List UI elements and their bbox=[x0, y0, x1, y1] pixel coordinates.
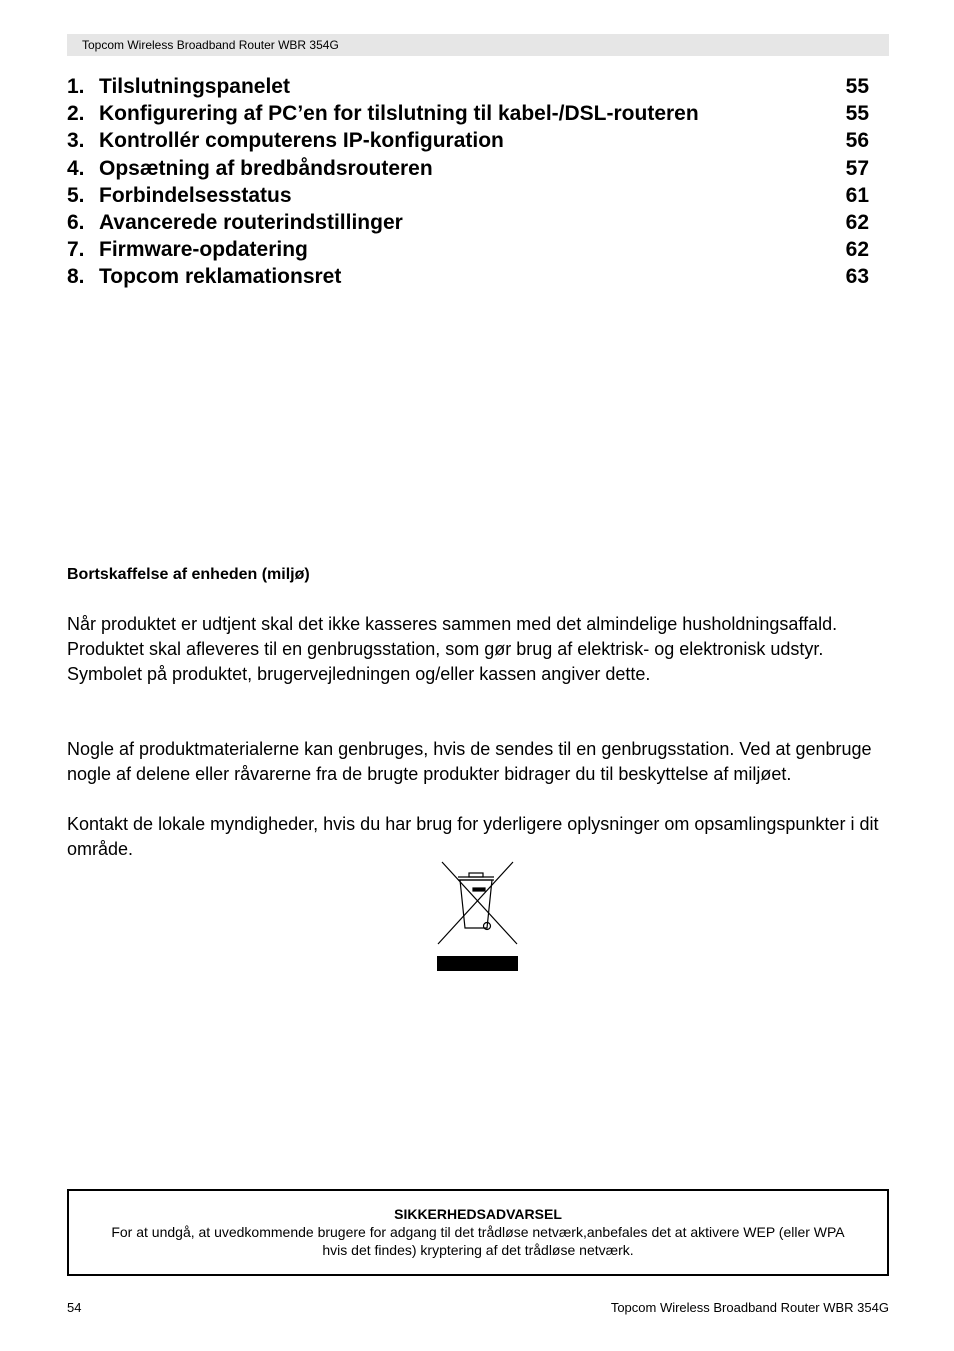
toc-page: 62 bbox=[845, 210, 869, 234]
toc-title: Opsætning af bredbåndsrouteren bbox=[99, 156, 433, 180]
toc-page: 55 bbox=[845, 75, 869, 98]
toc-title: Avancerede routerindstillinger bbox=[99, 210, 403, 234]
toc-item[interactable] bbox=[67, 100, 869, 127]
toc-number: 6. bbox=[67, 210, 85, 234]
toc-page: 57 bbox=[845, 156, 869, 180]
toc-title: Konfigurering af PC’en for tilslutning til kabel-/DSL-routeren bbox=[99, 102, 699, 126]
warning-title: SIKKERHEDSADVARSEL bbox=[394, 1206, 562, 1222]
toc-number: 1. bbox=[67, 75, 85, 98]
weee-crossed-bin-icon bbox=[436, 860, 519, 972]
disposal-heading: Bortskaffelse af enheden (miljø) bbox=[67, 566, 310, 583]
toc-number: 2. bbox=[67, 102, 85, 126]
toc-item[interactable] bbox=[67, 127, 869, 154]
disposal-paragraph: Kontakt de lokale myndigheder, hvis du har brug for yderligere oplysninger om opsamlingspunkter i dit område. bbox=[67, 814, 879, 859]
warning-text: For at undgå, at uvedkommende brugere for adgang til det trådløse netværk,anbefales det at aktivere WEP (eller WPA hvis det findes) kryptering af det trådløse netværk. bbox=[111, 1224, 845, 1258]
toc-number: 5. bbox=[67, 183, 85, 207]
toc-title: Kontrollér computerens IP-konfiguration bbox=[99, 129, 504, 153]
page-header bbox=[67, 34, 889, 56]
header-title: Topcom Wireless Broadband Router WBR 354G bbox=[82, 38, 339, 52]
disposal-paragraph: Når produktet er udtjent skal det ikke kasseres sammen med det almindelige husholdningsaffald. Produktet skal afleveres til en genbrugsstation, som gør brug af elektrisk- og elektronisk udstyr. Symbolet på produktet, brugervejledningen og/eller kassen angiver dette. bbox=[67, 614, 838, 684]
toc-page: 63 bbox=[845, 265, 869, 289]
toc-number: 4. bbox=[67, 156, 85, 180]
footer-title: Topcom Wireless Broadband Router WBR 354G bbox=[610, 1300, 889, 1315]
toc-item[interactable] bbox=[67, 236, 869, 263]
toc-page: 62 bbox=[845, 238, 869, 262]
toc-item[interactable] bbox=[67, 263, 869, 290]
toc-number: 3. bbox=[67, 129, 85, 153]
toc-item[interactable] bbox=[67, 209, 869, 236]
toc-item[interactable] bbox=[67, 73, 869, 100]
toc-number: 8. bbox=[67, 265, 85, 289]
toc-page: 61 bbox=[845, 183, 869, 207]
toc-title: Firmware-opdatering bbox=[99, 238, 308, 262]
toc-title: Forbindelsesstatus bbox=[99, 183, 292, 207]
toc-item[interactable] bbox=[67, 155, 869, 182]
toc-item[interactable] bbox=[67, 182, 869, 209]
safety-warning-box bbox=[67, 1189, 889, 1276]
table-of-contents bbox=[67, 73, 869, 291]
toc-number: 7. bbox=[67, 238, 85, 262]
disposal-paragraph: Nogle af produktmaterialerne kan genbruges, hvis de sendes til en genbrugsstation. Ved at genbruge nogle af delene eller råvarerne fra de brugte produkter bidrager du til beskyttelse af miljøet. bbox=[67, 739, 872, 784]
toc-page: 56 bbox=[845, 129, 869, 153]
toc-page: 55 bbox=[845, 102, 869, 126]
page-number: 54 bbox=[67, 1300, 82, 1315]
toc-title: Topcom reklamationsret bbox=[99, 265, 342, 289]
toc-title: Tilslutningspanelet bbox=[99, 75, 290, 98]
